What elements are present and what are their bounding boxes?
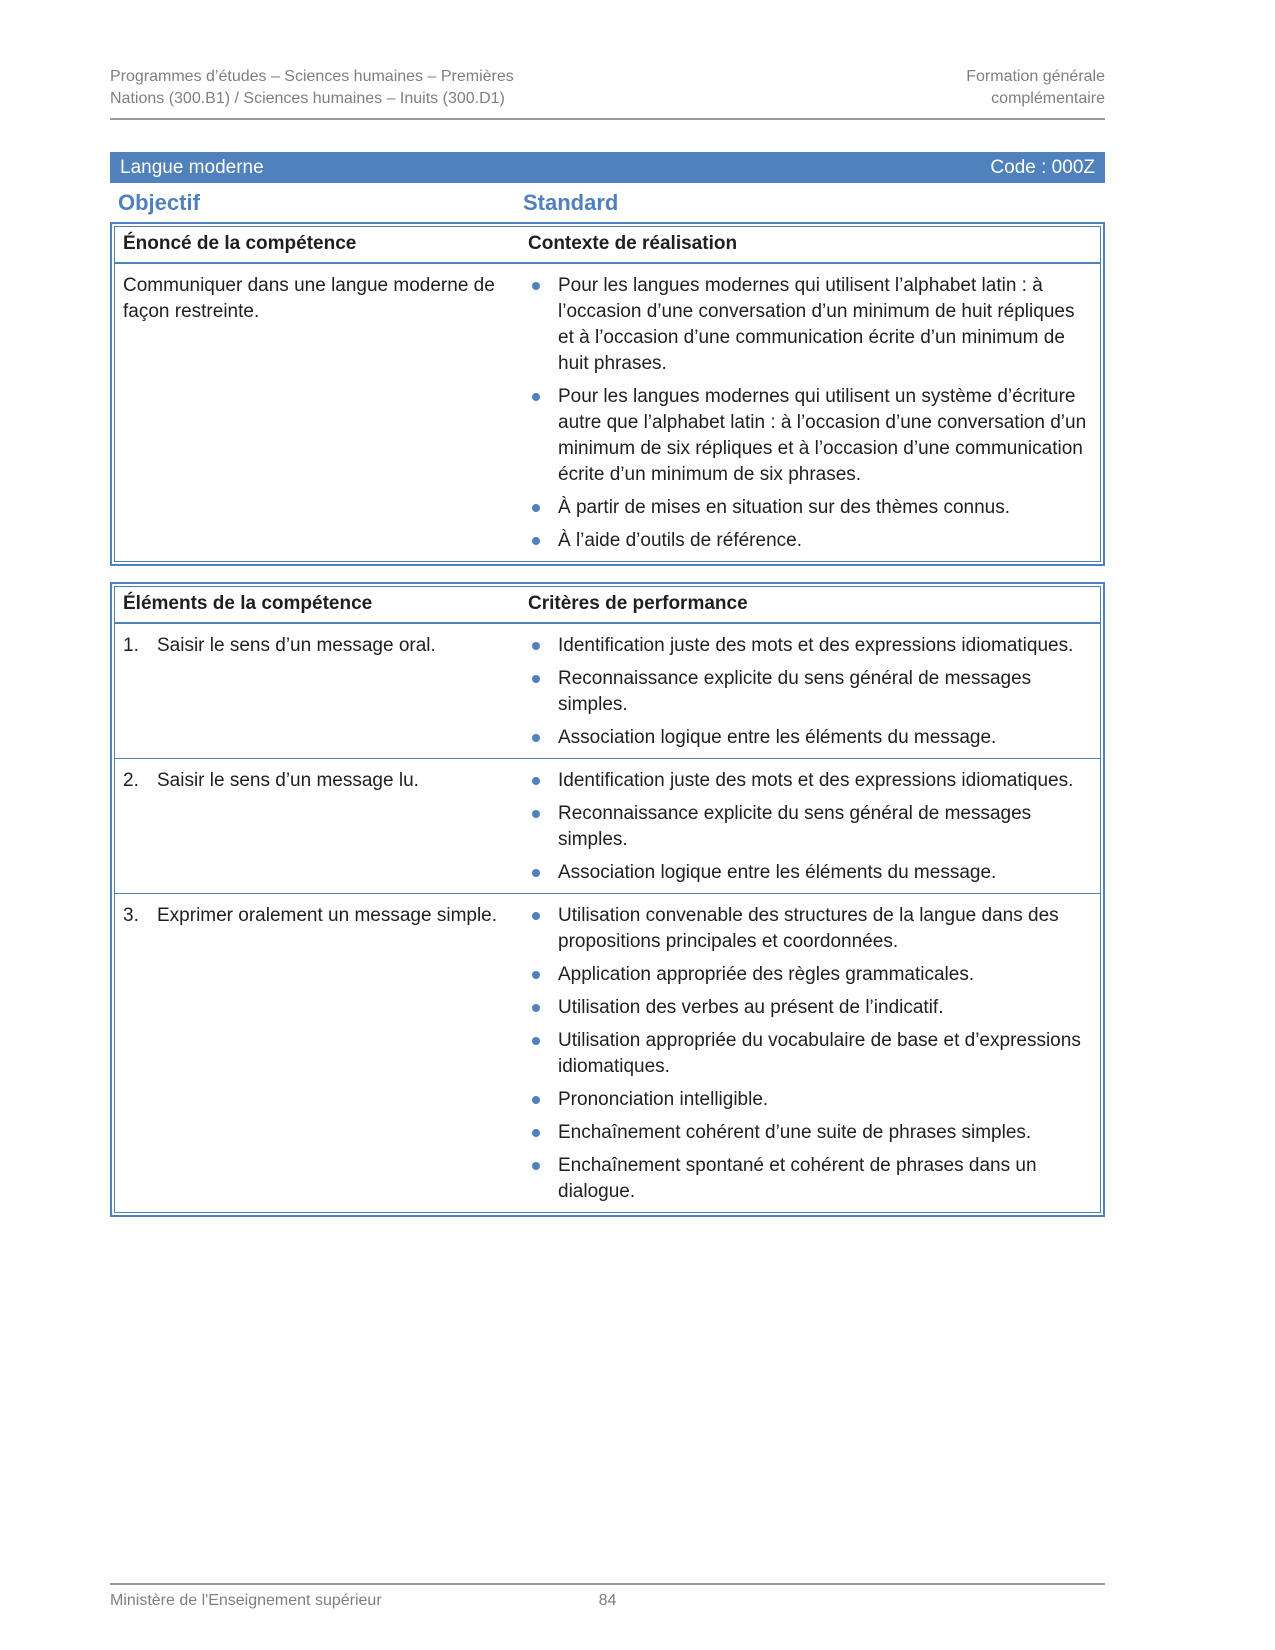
table-row	[115, 893, 1100, 1212]
criteria-cell	[520, 759, 1100, 893]
header-program-line2: Nations (300.B1) / Sciences humaines – Inuits (300.D1)	[110, 90, 505, 107]
header-enonce-competence: Énoncé de la compétence	[123, 233, 357, 254]
footer-ministry: Ministère de l'Enseignement supérieur	[110, 1592, 382, 1609]
list-item	[520, 801, 1090, 853]
bullet-icon	[532, 393, 540, 401]
list-item	[520, 903, 1090, 955]
heading-standard: Standard	[523, 190, 619, 215]
competence-row	[115, 264, 1100, 561]
list-item	[520, 725, 1090, 751]
bullet-text: Association logique entre les éléments du message.	[558, 862, 997, 883]
list-item	[520, 1120, 1090, 1146]
list-item	[520, 860, 1090, 886]
header-divider	[110, 118, 1105, 120]
bullet-icon	[532, 675, 540, 683]
bullet-text: À partir de mises en situation sur des thèmes connus.	[558, 497, 1011, 518]
bullet-text: Utilisation appropriée du vocabulaire de base et d’expressions idiomatiques.	[558, 1030, 1081, 1077]
heading-objectif: Objectif	[118, 190, 200, 215]
table-row	[115, 624, 1100, 758]
course-code: Code : 000Z	[990, 156, 1095, 178]
criteria-cell	[520, 894, 1100, 1212]
bullet-icon	[532, 912, 540, 920]
element-number: 1.	[123, 635, 139, 656]
header-criteres-performance: Critères de performance	[528, 593, 748, 614]
bullet-text: Identification juste des mots et des expressions idiomatiques.	[558, 635, 1074, 656]
elements-table-header	[115, 587, 1100, 624]
list-item	[520, 1087, 1090, 1113]
contexte-bullets	[520, 264, 1100, 561]
bullet-text: Utilisation convenable des structures de la langue dans des propositions principales et coordonnées.	[558, 905, 1059, 952]
element-number: 2.	[123, 770, 139, 791]
list-item	[520, 768, 1090, 794]
element-cell	[115, 624, 520, 758]
bullet-text: Pour les langues modernes qui utilisent un système d’écriture autre que l’alphabet latin : à l’occasion d’une conversation d’un minimum de six répliques et à l’occasion d’une communication écrite d’un minimum de six phrases.	[558, 386, 1087, 485]
bullet-text: Reconnaissance explicite du sens général de messages simples.	[558, 668, 1032, 715]
bullet-icon	[532, 1004, 540, 1012]
column-headings	[110, 183, 1105, 222]
bullet-icon	[532, 1162, 540, 1170]
page-header	[110, 66, 1105, 110]
list-item	[520, 1028, 1090, 1080]
header-elements-competence: Éléments de la compétence	[123, 593, 373, 614]
competence-statement: Communiquer dans une langue moderne de façon restreinte.	[123, 275, 495, 322]
bullet-text: À l’aide d’outils de référence.	[558, 530, 802, 551]
course-banner	[110, 152, 1105, 183]
bullet-text: Enchaînement spontané et cohérent de phrases dans un dialogue.	[558, 1155, 1037, 1202]
bullet-text: Enchaînement cohérent d’une suite de phrases simples.	[558, 1122, 1032, 1143]
bullet-icon	[532, 1129, 540, 1137]
elements-table-frame	[114, 586, 1101, 1213]
list-item	[520, 384, 1090, 488]
competence-table-header	[115, 227, 1100, 264]
list-item	[520, 962, 1090, 988]
criteria-cell	[520, 624, 1100, 758]
bullet-icon	[532, 1096, 540, 1104]
bullet-text: Reconnaissance explicite du sens général de messages simples.	[558, 803, 1032, 850]
bullet-text: Prononciation intelligible.	[558, 1089, 769, 1110]
bullet-text: Pour les langues modernes qui utilisent l’alphabet latin : à l’occasion d’une conversation d’un minimum de huit répliques et à l’occasion d’une communication écrite d’un minimum de huit phrases.	[558, 275, 1075, 374]
list-item	[520, 495, 1090, 521]
list-item	[520, 528, 1090, 554]
element-cell	[115, 759, 520, 893]
bullet-icon	[532, 282, 540, 290]
bullet-icon	[532, 971, 540, 979]
header-section-line2: complémentaire	[991, 90, 1105, 107]
list-item	[520, 666, 1090, 718]
list-item	[520, 633, 1090, 659]
header-contexte-realisation: Contexte de réalisation	[528, 233, 738, 254]
bullet-text: Utilisation des verbes au présent de l’indicatif.	[558, 997, 944, 1018]
bullet-icon	[532, 642, 540, 650]
header-program-line1: Programmes d’études – Sciences humaines – Premières	[110, 68, 514, 85]
header-section-label	[966, 66, 1105, 110]
footer-page-number: 84	[598, 1592, 617, 1609]
competence-table	[110, 222, 1105, 566]
competence-table-frame	[114, 226, 1101, 562]
header-section-line1: Formation générale	[966, 68, 1105, 85]
elements-table	[110, 582, 1105, 1217]
bullet-text: Identification juste des mots et des expressions idiomatiques.	[558, 770, 1074, 791]
list-item	[520, 995, 1090, 1021]
bullet-icon	[532, 810, 540, 818]
bullet-text: Application appropriée des règles grammaticales.	[558, 964, 975, 985]
page-footer	[110, 1583, 1105, 1610]
bullet-icon	[532, 537, 540, 545]
bullet-icon	[532, 1037, 540, 1045]
element-number: 3.	[123, 905, 139, 926]
element-text: Exprimer oralement un message simple.	[157, 905, 498, 926]
header-program-title	[110, 66, 514, 110]
list-item	[520, 1153, 1090, 1205]
bullet-icon	[532, 734, 540, 742]
bullet-text: Association logique entre les éléments du message.	[558, 727, 997, 748]
element-cell	[115, 894, 520, 1212]
course-title: Langue moderne	[120, 156, 264, 178]
bullet-icon	[532, 504, 540, 512]
bullet-icon	[532, 869, 540, 877]
element-text: Saisir le sens d’un message oral.	[157, 635, 436, 656]
bullet-icon	[532, 777, 540, 785]
table-row	[115, 758, 1100, 893]
list-item	[520, 273, 1090, 377]
element-text: Saisir le sens d’un message lu.	[157, 770, 419, 791]
